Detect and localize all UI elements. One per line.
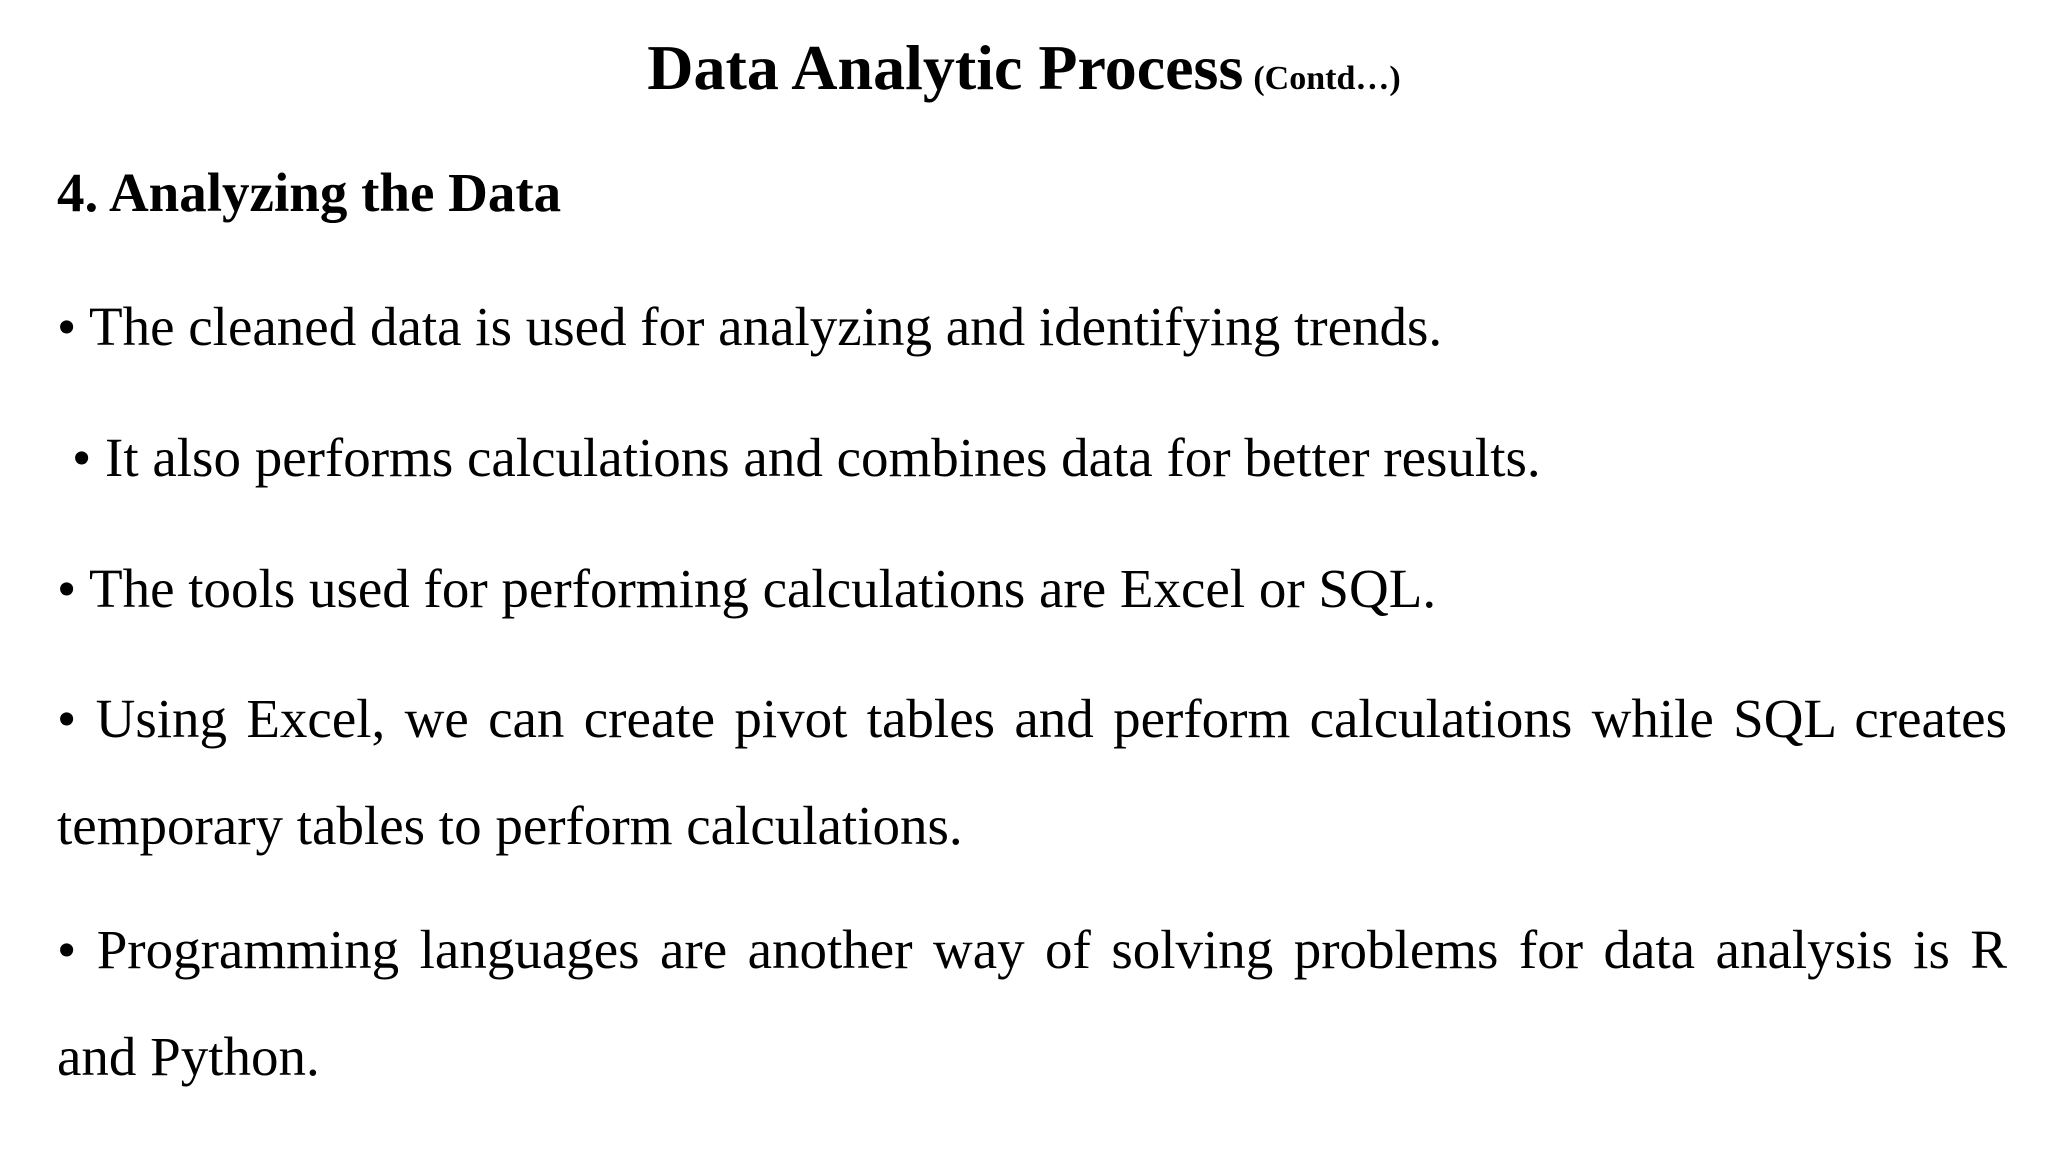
- bullet-point: • The cleaned data is used for analyzing and identifying trends.: [57, 296, 1443, 357]
- slide-title-main: Data Analytic Process: [647, 32, 1244, 103]
- bullet-point: • Programming languages are another way of solving problems for data analysis is R and Python.: [57, 919, 2007, 1087]
- slide-title-suffix: (Contd…): [1253, 60, 1401, 97]
- bullet-point: • The tools used for performing calculations are Excel or SQL.: [57, 558, 1437, 619]
- bullet-point: • It also performs calculations and combines data for better results.: [72, 427, 1541, 488]
- bullet-point: • Using Excel, we can create pivot tables and perform calculations while SQL creates temporary tables to perform calculations.: [57, 688, 2007, 856]
- section-heading: 4. Analyzing the Data: [57, 162, 562, 223]
- slide-title: [0, 30, 2048, 107]
